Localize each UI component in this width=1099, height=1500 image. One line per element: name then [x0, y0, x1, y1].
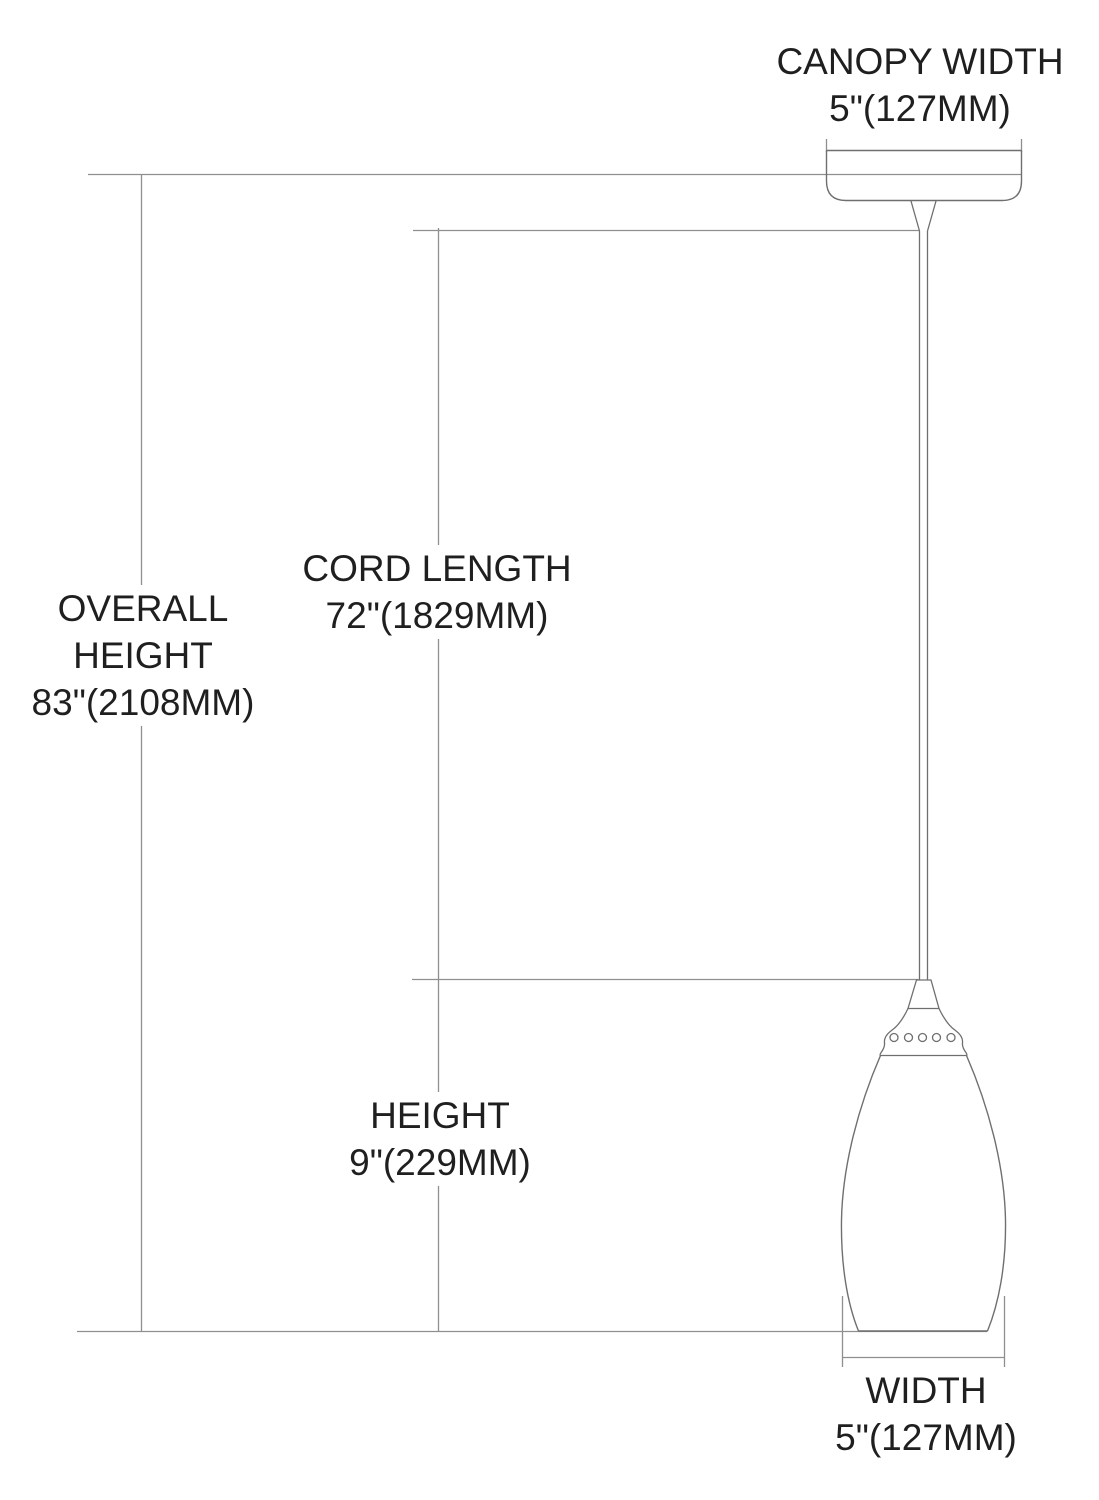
cord-length-value: 72"(1829MM) [325, 595, 549, 636]
shade-height-value: 9"(229MM) [349, 1142, 531, 1183]
overall-height-label [26, 585, 261, 726]
canopy-width-value: 5"(127MM) [829, 88, 1011, 129]
shade-outline [841, 1056, 1005, 1332]
shade-width-title: WIDTH [865, 1370, 987, 1411]
overall-height-title-line1: OVERALL [57, 588, 229, 629]
socket-fitter-outline [880, 980, 967, 1056]
dimension-lines [77, 139, 1022, 1371]
canopy-width-label [770, 38, 1069, 132]
cord-outline [911, 201, 936, 980]
cord-length-label [296, 545, 577, 639]
shade-height-title: HEIGHT [370, 1095, 510, 1136]
overall-height-title-line2: HEIGHT [73, 635, 213, 676]
canopy-width-title: CANOPY WIDTH [776, 41, 1064, 82]
shade-width-label [829, 1367, 1023, 1461]
shade-width-value: 5"(127MM) [835, 1417, 1017, 1458]
overall-height-value: 83"(2108MM) [31, 682, 255, 723]
cord-length-title: CORD LENGTH [302, 548, 572, 589]
canopy-outline [827, 151, 1022, 201]
shade-height-label [343, 1092, 537, 1186]
